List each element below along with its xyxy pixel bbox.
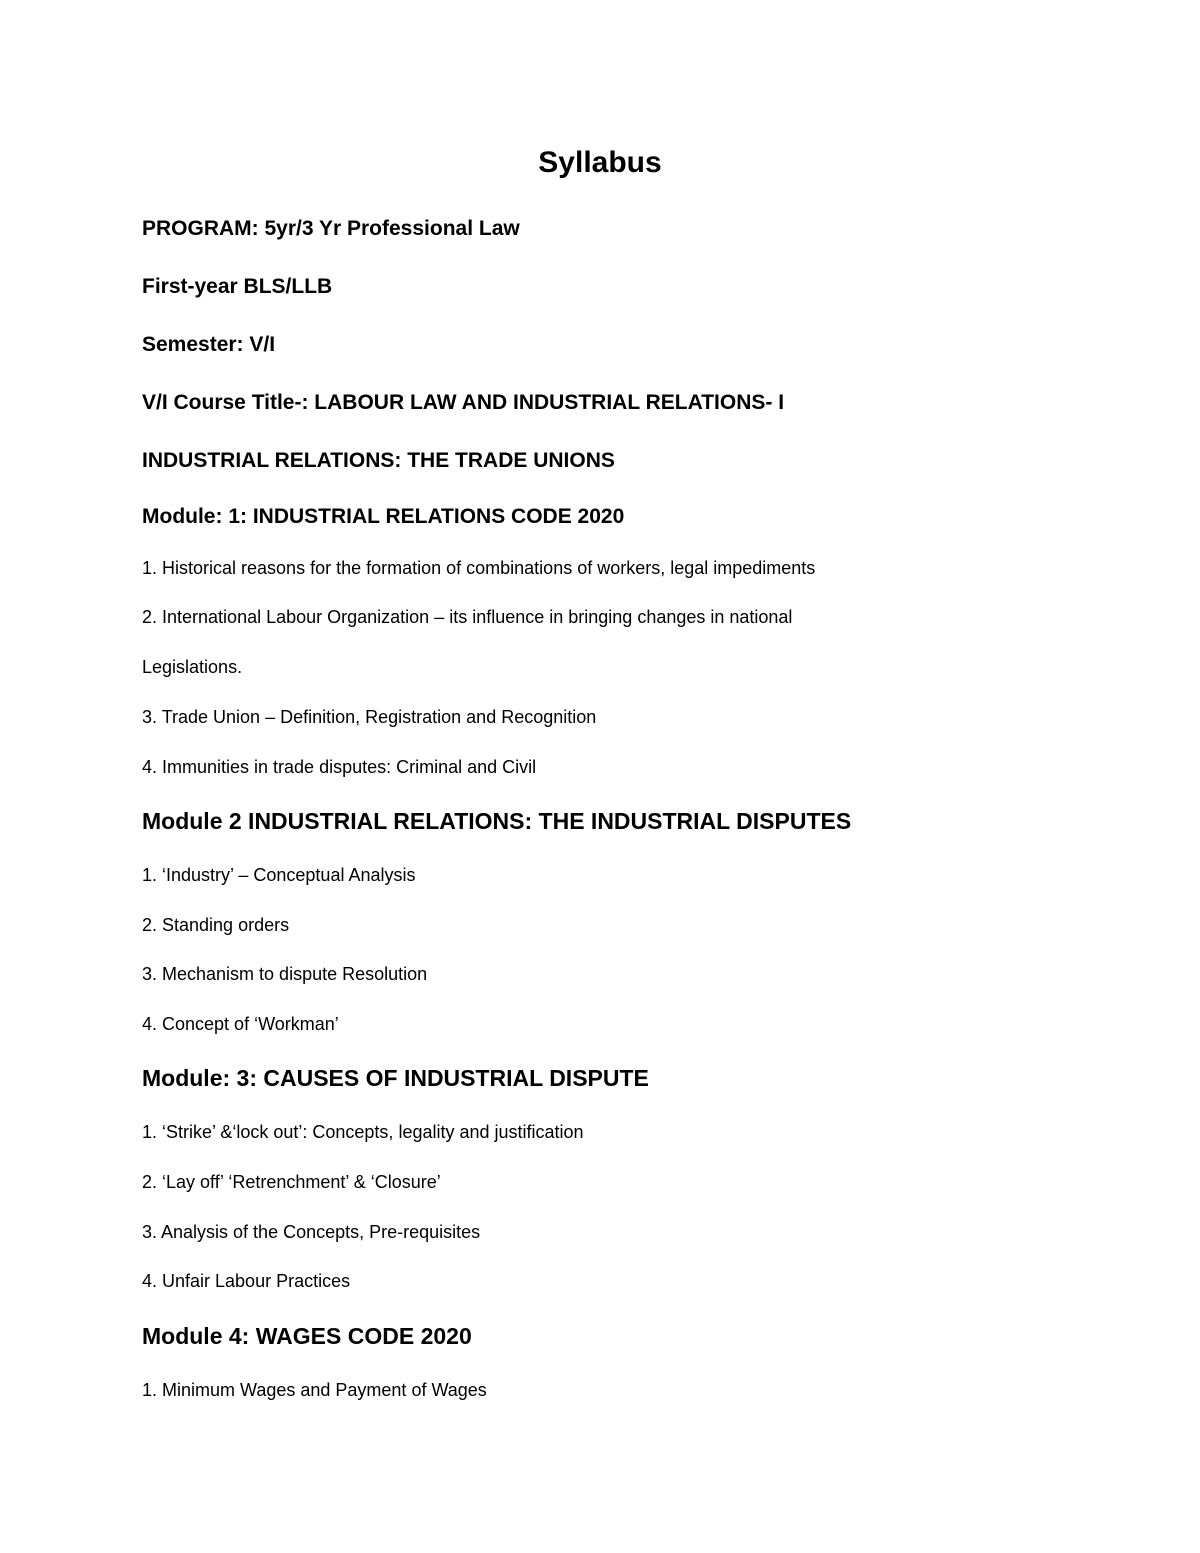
module-item: 3. Mechanism to dispute Resolution bbox=[142, 964, 428, 984]
module-item: 2. International Labour Organization – its influence in bringing changes in national bbox=[142, 607, 793, 627]
year-line: First-year BLS/LLB bbox=[142, 275, 333, 298]
module-item: 3. Trade Union – Definition, Registration and Recognition bbox=[142, 707, 597, 727]
module-heading: Module 4: WAGES CODE 2020 bbox=[142, 1323, 472, 1349]
section-heading: INDUSTRIAL RELATIONS: THE TRADE UNIONS bbox=[142, 449, 615, 472]
module-item: 4. Concept of ‘Workman’ bbox=[142, 1014, 339, 1034]
module-heading: Module 2 INDUSTRIAL RELATIONS: THE INDUSTRIAL DISPUTES bbox=[142, 808, 852, 834]
module-item: 1. ‘Strike’ &‘lock out’: Concepts, legality and justification bbox=[142, 1122, 584, 1142]
semester-line: Semester: V/I bbox=[142, 333, 276, 356]
module-heading: Module: 3: CAUSES OF INDUSTRIAL DISPUTE bbox=[142, 1065, 649, 1091]
page-title: Syllabus bbox=[538, 146, 662, 179]
module-heading: Module: 1: INDUSTRIAL RELATIONS CODE 2020 bbox=[142, 505, 625, 528]
program-line: PROGRAM: 5yr/3 Yr Professional Law bbox=[142, 217, 520, 240]
module-item: 2. ‘Lay off’ ‘Retrenchment’ & ‘Closure’ bbox=[142, 1172, 441, 1192]
module-item: 3. Analysis of the Concepts, Pre-requisites bbox=[142, 1222, 481, 1242]
module-item: 4. Immunities in trade disputes: Criminal and Civil bbox=[142, 757, 537, 777]
course-title-line: V/I Course Title-: LABOUR LAW AND INDUSTRIAL RELATIONS- I bbox=[142, 391, 785, 414]
module-item: 4. Unfair Labour Practices bbox=[142, 1271, 351, 1291]
module-item: 1. Minimum Wages and Payment of Wages bbox=[142, 1380, 487, 1400]
module-item: 2. Standing orders bbox=[142, 915, 290, 935]
module-item-continuation: Legislations. bbox=[142, 657, 243, 677]
module-item: 1. ‘Industry’ – Conceptual Analysis bbox=[142, 865, 416, 885]
module-item: 1. Historical reasons for the formation of combinations of workers, legal impediments bbox=[142, 558, 816, 578]
